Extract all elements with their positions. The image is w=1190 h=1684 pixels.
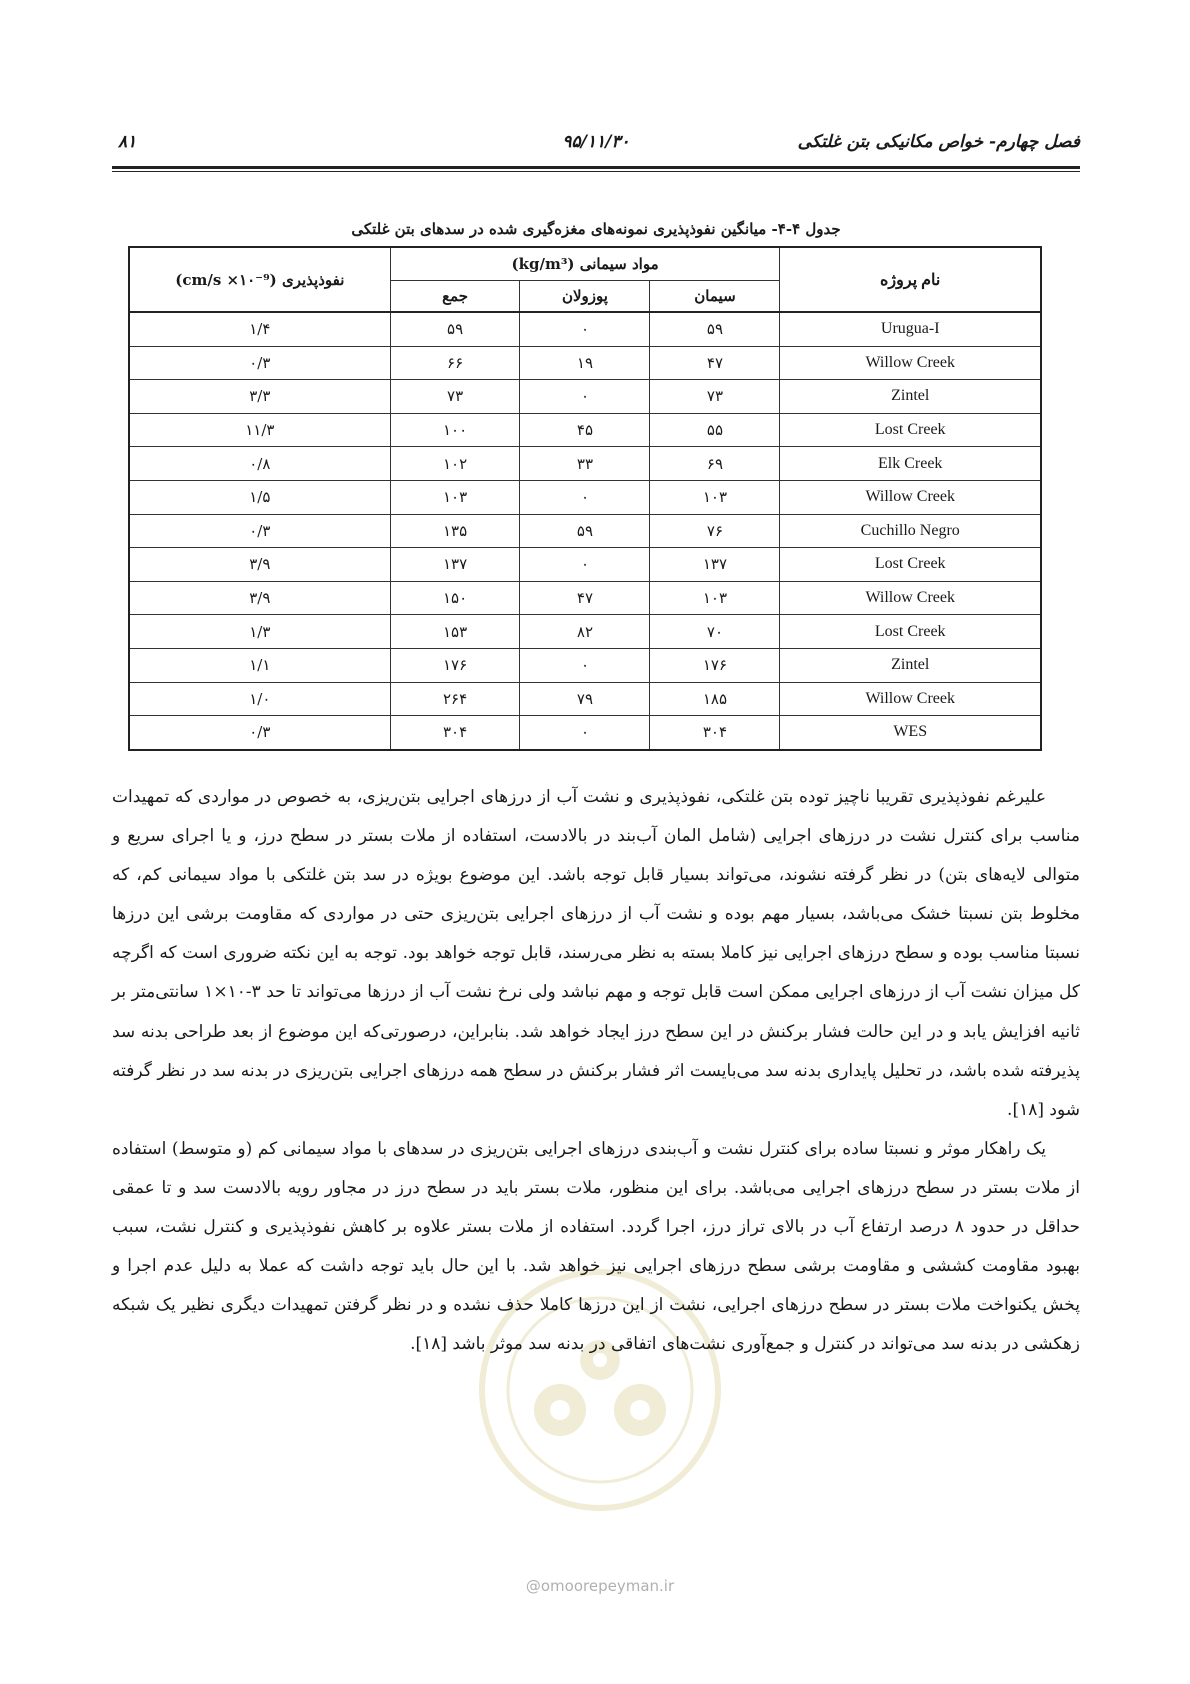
cell-permeability: ۱/۳ (129, 615, 390, 649)
cell-permeability: ۱/۰ (129, 682, 390, 716)
cell-permeability: ۰/۳ (129, 346, 390, 380)
cell-cement: ۴۷ (650, 346, 780, 380)
cell-sum: ۱۷۶ (390, 648, 520, 682)
header-date: ۹۵/۱۱/۳۰ (562, 132, 630, 152)
cell-project: Lost Creek (780, 548, 1041, 582)
cell-project: Zintel (780, 648, 1041, 682)
cell-project: Elk Creek (780, 447, 1041, 481)
cell-cement: ۱۸۵ (650, 682, 780, 716)
cell-pozzolan: ۸۲ (520, 615, 650, 649)
header-pozzolan: پوزولان (520, 281, 650, 313)
cell-sum: ۱۰۰ (390, 413, 520, 447)
cell-cement: ۶۹ (650, 447, 780, 481)
table-row (129, 716, 1041, 750)
cell-sum: ۱۳۷ (390, 548, 520, 582)
cell-sum: ۱۳۵ (390, 514, 520, 548)
cell-pozzolan: ۰ (520, 716, 650, 750)
header-project: نام پروژه (780, 247, 1041, 312)
cell-permeability: ۰/۳ (129, 716, 390, 750)
paragraph: علیرغم نفوذپذیری تقریبا ناچیز توده بتن غلتکی، نفوذپذیری و نشت آب از درزهای اجرایی بتن‌ریزی، به خصوص در مواردی که تمهیدات مناسب برای کنترل نشت در درزهای اجرایی (شامل المان آب‌بند در بالادست، استفاده از ملات بستر در سطح درز، و یا اجرای سریع و متوالی لایه‌های بتن) در نظر گرفته نشوند، می‌تواند بسیار قابل توجه باشد. این موضوع بویژه در سد بتن غلتکی با مواد سیمانی کم، که مخلوط بتن نسبتا خشک می‌باشد، بسیار مهم بوده و نشت آب از درزهای اجرایی بتن‌ریزی حتی در مواردی که مقاومت برشی این درزها نسبتا مناسب بوده و سطح درزهای اجرایی نیز کاملا بسته به نظر می‌رسند، قابل توجه خواهد بود. توجه به این نکته ضروری است که اگرچه کل میزان نشت آب از درزهای اجرایی ممکن است قابل توجه و مهم نباشد ولی نرخ نشت آب از درزها می‌تواند تا حد ۳-۱۰×۱ سانتی‌متر بر ثانیه افزایش یابد و در این حالت فشار برکنش در این سطح درز ایجاد خواهد شد. بنابراین، درصورتی‌که این موضوع از بعد طراحی بدنه سد پذیرفته شده باشد، در تحلیل پایداری بدنه سد می‌بایست اثر فشار برکنش در سطح همه درزهای اجرایی بتن‌ریزی در بدنه سد در نظر گرفته شود [۱۸]. (112, 787, 1080, 1120)
cell-pozzolan: ۷۹ (520, 682, 650, 716)
cell-project: Lost Creek (780, 615, 1041, 649)
cell-project: Lost Creek (780, 413, 1041, 447)
cell-cement: ۱۰۳ (650, 581, 780, 615)
cell-project: Willow Creek (780, 480, 1041, 514)
cell-pozzolan: ۴۷ (520, 581, 650, 615)
body-text (112, 778, 1080, 1364)
header-permeability: نفوذپذیری (cm/s ×۱۰⁻⁹) (129, 247, 390, 312)
table-row (129, 581, 1041, 615)
header-rule (112, 166, 1080, 169)
table-row (129, 413, 1041, 447)
cell-cement: ۷۰ (650, 615, 780, 649)
cell-sum: ۱۰۲ (390, 447, 520, 481)
cell-project: Willow Creek (780, 682, 1041, 716)
cell-permeability: ۳/۹ (129, 581, 390, 615)
cell-project: Willow Creek (780, 581, 1041, 615)
cell-permeability: ۰/۳ (129, 514, 390, 548)
cell-permeability: ۱/۴ (129, 312, 390, 346)
cell-project: WES (780, 716, 1041, 750)
cell-sum: ۷۳ (390, 380, 520, 414)
cell-pozzolan: ۱۹ (520, 346, 650, 380)
cell-permeability: ۱/۵ (129, 480, 390, 514)
table-caption: جدول ۴-۴- میانگین نفوذپذیری نمونه‌های مغزه‌گیری شده در سدهای بتن غلتکی (351, 220, 841, 238)
table-row (129, 480, 1041, 514)
table-row (129, 682, 1041, 716)
cell-permeability: ۳/۳ (129, 380, 390, 414)
table-header-row (129, 247, 1041, 281)
table-row (129, 346, 1041, 380)
cell-permeability: ۳/۹ (129, 548, 390, 582)
table-row (129, 648, 1041, 682)
cell-pozzolan: ۰ (520, 548, 650, 582)
cell-pozzolan: ۵۹ (520, 514, 650, 548)
cell-pozzolan: ۳۳ (520, 447, 650, 481)
cell-sum: ۵۹ (390, 312, 520, 346)
cell-sum: ۱۰۳ (390, 480, 520, 514)
permeability-table (128, 246, 1042, 751)
cell-cement: ۵۵ (650, 413, 780, 447)
cell-project: Willow Creek (780, 346, 1041, 380)
table-row (129, 312, 1041, 346)
cell-project: Zintel (780, 380, 1041, 414)
cell-pozzolan: ۴۵ (520, 413, 650, 447)
cell-sum: ۳۰۴ (390, 716, 520, 750)
cell-cement: ۵۹ (650, 312, 780, 346)
cell-project: Cuchillo Negro (780, 514, 1041, 548)
cell-cement: ۷۳ (650, 380, 780, 414)
paragraph: یک راهکار موثر و نسبتا ساده برای کنترل نشت و آب‌بندی درزهای اجرایی بتن‌ریزی در سدهای با مواد سیمانی کم (و متوسط) استفاده از ملات بستر در سطح درزهای اجرایی می‌باشد. برای این منظور، ملات بستر باید در سطح درز در مجاور رویه بالادست سد و تا عمقی حداقل در حدود ۸ درصد ارتفاع آب در بالای تراز درز، اجرا گردد. استفاده از ملات بستر علاوه بر کاهش نفوذپذیری و کنترل نشت، سبب بهبود مقاومت کششی و مقاومت برشی سطح درزهای اجرایی نیز خواهد شد. با این حال باید توجه داشت که عملا به دلیل عدم اجرا و پخش یکنواخت ملات بستر در سطح درزهای اجرایی، نشت از این درزها کاملا حذف نشده و در نظر گرفتن تمهیدات دیگری نظیر یک شبکه زهکشی در بدنه سد می‌تواند در کنترل و جمع‌آوری نشت‌های اتفاقی در بدنه سد موثر باشد [۱۸]. (112, 1138, 1081, 1355)
header-rule-thin (112, 171, 1080, 172)
cell-sum: ۲۶۴ (390, 682, 520, 716)
cell-sum: ۱۵۰ (390, 581, 520, 615)
cell-permeability: ۰/۸ (129, 447, 390, 481)
cell-pozzolan: ۰ (520, 480, 650, 514)
page-header (112, 126, 1080, 166)
chapter-title: فصل چهارم- خواص مکانیکی بتن غلتکی (797, 132, 1080, 152)
cell-pozzolan: ۰ (520, 312, 650, 346)
table-row (129, 380, 1041, 414)
cell-project: Urugua-I (780, 312, 1041, 346)
cell-permeability: ۱۱/۳ (129, 413, 390, 447)
header-sum: جمع (390, 281, 520, 313)
cell-pozzolan: ۰ (520, 380, 650, 414)
table-row (129, 447, 1041, 481)
cell-sum: ۱۵۳ (390, 615, 520, 649)
cell-pozzolan: ۰ (520, 648, 650, 682)
cell-permeability: ۱/۱ (129, 648, 390, 682)
header-cement: سیمان (650, 281, 780, 313)
cell-cement: ۳۰۴ (650, 716, 780, 750)
table-row (129, 615, 1041, 649)
table-row (129, 514, 1041, 548)
page-number: ۸۱ (118, 132, 137, 152)
watermark-url: @omoorepeyman.ir (525, 1577, 675, 1595)
cell-cement: ۷۶ (650, 514, 780, 548)
cell-cement: ۱۰۳ (650, 480, 780, 514)
cell-sum: ۶۶ (390, 346, 520, 380)
cell-cement: ۱۷۶ (650, 648, 780, 682)
header-cementitious: مواد سیمانی (kg/m³) (390, 247, 780, 281)
table-row (129, 548, 1041, 582)
cell-cement: ۱۳۷ (650, 548, 780, 582)
